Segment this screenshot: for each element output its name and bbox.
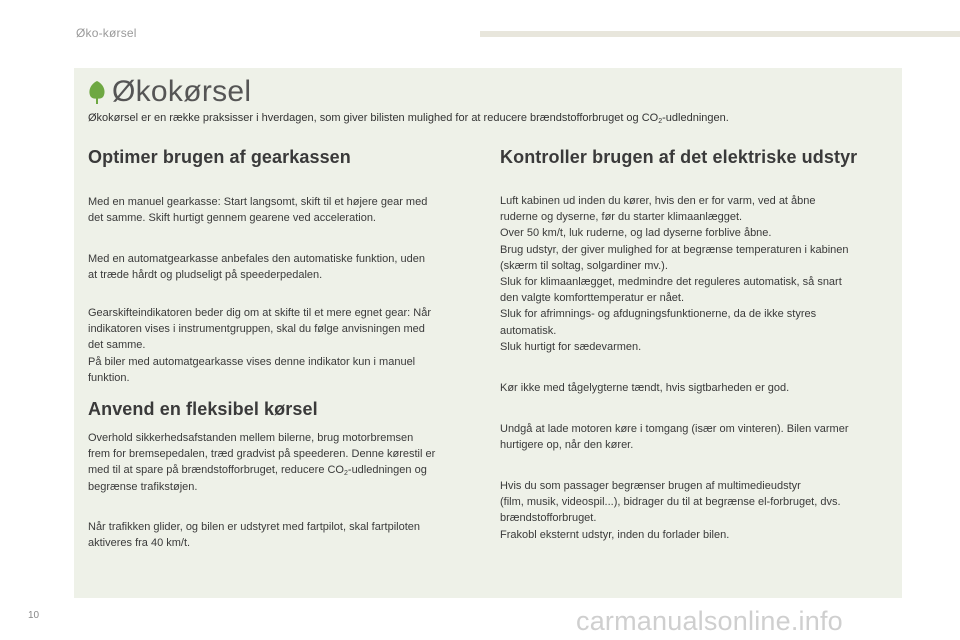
- header-section-title: Øko-kørsel: [76, 26, 137, 40]
- flex-p1-line-3-post: -udledningen og: [347, 464, 427, 477]
- gear-p3-line-1: Gearskifteindikatoren beder dig om at skifte til et mere egnet gear: Når: [88, 307, 432, 319]
- gear-paragraph-3: [88, 305, 488, 386]
- gear-paragraph-2: [88, 251, 488, 283]
- gear-p1-line-2: det samme. Skift hurtigt gennem gearene ved acceleration.: [88, 212, 376, 225]
- flex-section: [88, 399, 488, 420]
- flex-p1-line-3-sub: 2: [344, 470, 348, 478]
- electric-b1-line: Luft kabinen ud inden du kører, hvis den er for varm, ved at åbne: [500, 195, 816, 207]
- electric-b1-line: (skærm til soltag, solgardiner mv.).: [500, 259, 668, 272]
- gear-p3-line-4: På biler med automatgearkasse vises denne indikator kun i manuel: [88, 355, 416, 368]
- eco-intro-post: -udledningen.: [662, 112, 729, 124]
- electric-b1-line: automatisk.: [500, 324, 557, 337]
- electric-b1-line: Sluk for afrimnings- og afdugningsfunktionerne, da de ikke styres: [500, 308, 817, 321]
- page-number: 10: [28, 610, 40, 621]
- electric-block-1: [500, 193, 892, 355]
- electric-b4-line: Hvis du som passager begrænser brugen af multimedieudstyr: [500, 480, 801, 492]
- eco-title: [86, 75, 251, 109]
- watermark: carmanualsonline.info: [576, 606, 843, 636]
- gear-section: [88, 147, 488, 168]
- electric-b2-line: Kør ikke med tågelygterne tændt, hvis sigtbarheden er god.: [500, 382, 790, 394]
- electric-b4-line: Frakobl eksternt udstyr, inden du forlader bilen.: [500, 528, 730, 541]
- electric-block-4: [500, 478, 892, 543]
- flex-heading: Anvend en fleksibel kørsel: [88, 399, 318, 419]
- electric-b1-line: Over 50 km/t, luk ruderne, og lad dyserne forblive åbne.: [500, 227, 772, 240]
- flex-p1-line-3: [88, 462, 488, 478]
- flex-p2-line-1: Når trafikken glider, og bilen er udstyret med fartpilot, skal fartpiloten: [88, 521, 420, 533]
- electric-section: [500, 147, 892, 168]
- gear-p1-line-1: Med en manuel gearkasse: Start langsomt, skift til et højere gear med: [88, 196, 428, 208]
- eco-intro-pre: Økokørsel er en række praksisser i hverdagen, som giver bilisten mulighed for at reducere brændstofforbruget og CO: [88, 112, 659, 124]
- electric-b4-line: (film, musik, videospil...), bidrager du til at begrænse el-forbruget, dvs.: [500, 496, 841, 509]
- electric-b3-line: hurtigere op, når den kører.: [500, 439, 634, 452]
- electric-b3-line: Undgå at lade motoren køre i tomgang (især om vinteren). Bilen varmer: [500, 423, 849, 435]
- eco-intro: [88, 110, 888, 126]
- gear-p2-line-2: at træde hårdt og pludseligt på speederpedalen.: [88, 269, 323, 282]
- electric-b1-line: Sluk hurtigt for sædevarmen.: [500, 340, 642, 353]
- electric-b1-line: Brug udstyr, der giver mulighed for at begrænse temperaturen i kabinen: [500, 243, 849, 256]
- header-bar: [480, 31, 960, 37]
- flex-paragraph-1: [88, 430, 488, 495]
- flex-paragraph-2: [88, 519, 488, 551]
- flex-p1-line-3-pre: med til at spare på brændstofforbruget, reducere CO: [88, 464, 344, 477]
- gear-p3-line-5: funktion.: [88, 371, 130, 384]
- flex-p1-line-1: Overhold sikkerhedsafstanden mellem bilerne, brug motorbremsen: [88, 432, 414, 444]
- flex-p2-line-2: aktiveres fra 40 km/t.: [88, 537, 191, 550]
- gear-heading: Optimer brugen af gearkassen: [88, 147, 351, 167]
- eco-title-text: Økokørsel: [112, 75, 252, 108]
- eco-intro-sub: 2: [658, 118, 663, 125]
- electric-b1-line: Sluk for klimaanlægget, medmindre det reguleres automatisk, så snart: [500, 276, 842, 289]
- electric-b4-line: brændstofforbruget.: [500, 512, 597, 525]
- gear-p3-line-3: det samme.: [88, 339, 146, 352]
- electric-b1-line: ruderne og dyserne, før du starter klimaanlægget.: [500, 211, 743, 224]
- leaf-icon: [86, 79, 108, 105]
- gear-p2-line-1: Med en automatgearkasse anbefales den automatiske funktion, uden: [88, 253, 425, 265]
- gear-paragraph-1: [88, 194, 488, 226]
- flex-p1-line-4: begrænse trafikstøjen.: [88, 480, 198, 493]
- electric-block-3: [500, 421, 892, 453]
- electric-b1-line: den valgte komforttemperatur er nået.: [500, 292, 685, 305]
- electric-block-2: [500, 380, 892, 396]
- gear-p3-line-2: indikatoren vises i instrumentgruppen, skal du følge anvisningen med: [88, 323, 425, 336]
- electric-heading: Kontroller brugen af det elektriske udstyr: [500, 147, 858, 167]
- flex-p1-line-2: frem for bremsepedalen, træd gradvist på speederen. Denne kørestil er: [88, 448, 436, 461]
